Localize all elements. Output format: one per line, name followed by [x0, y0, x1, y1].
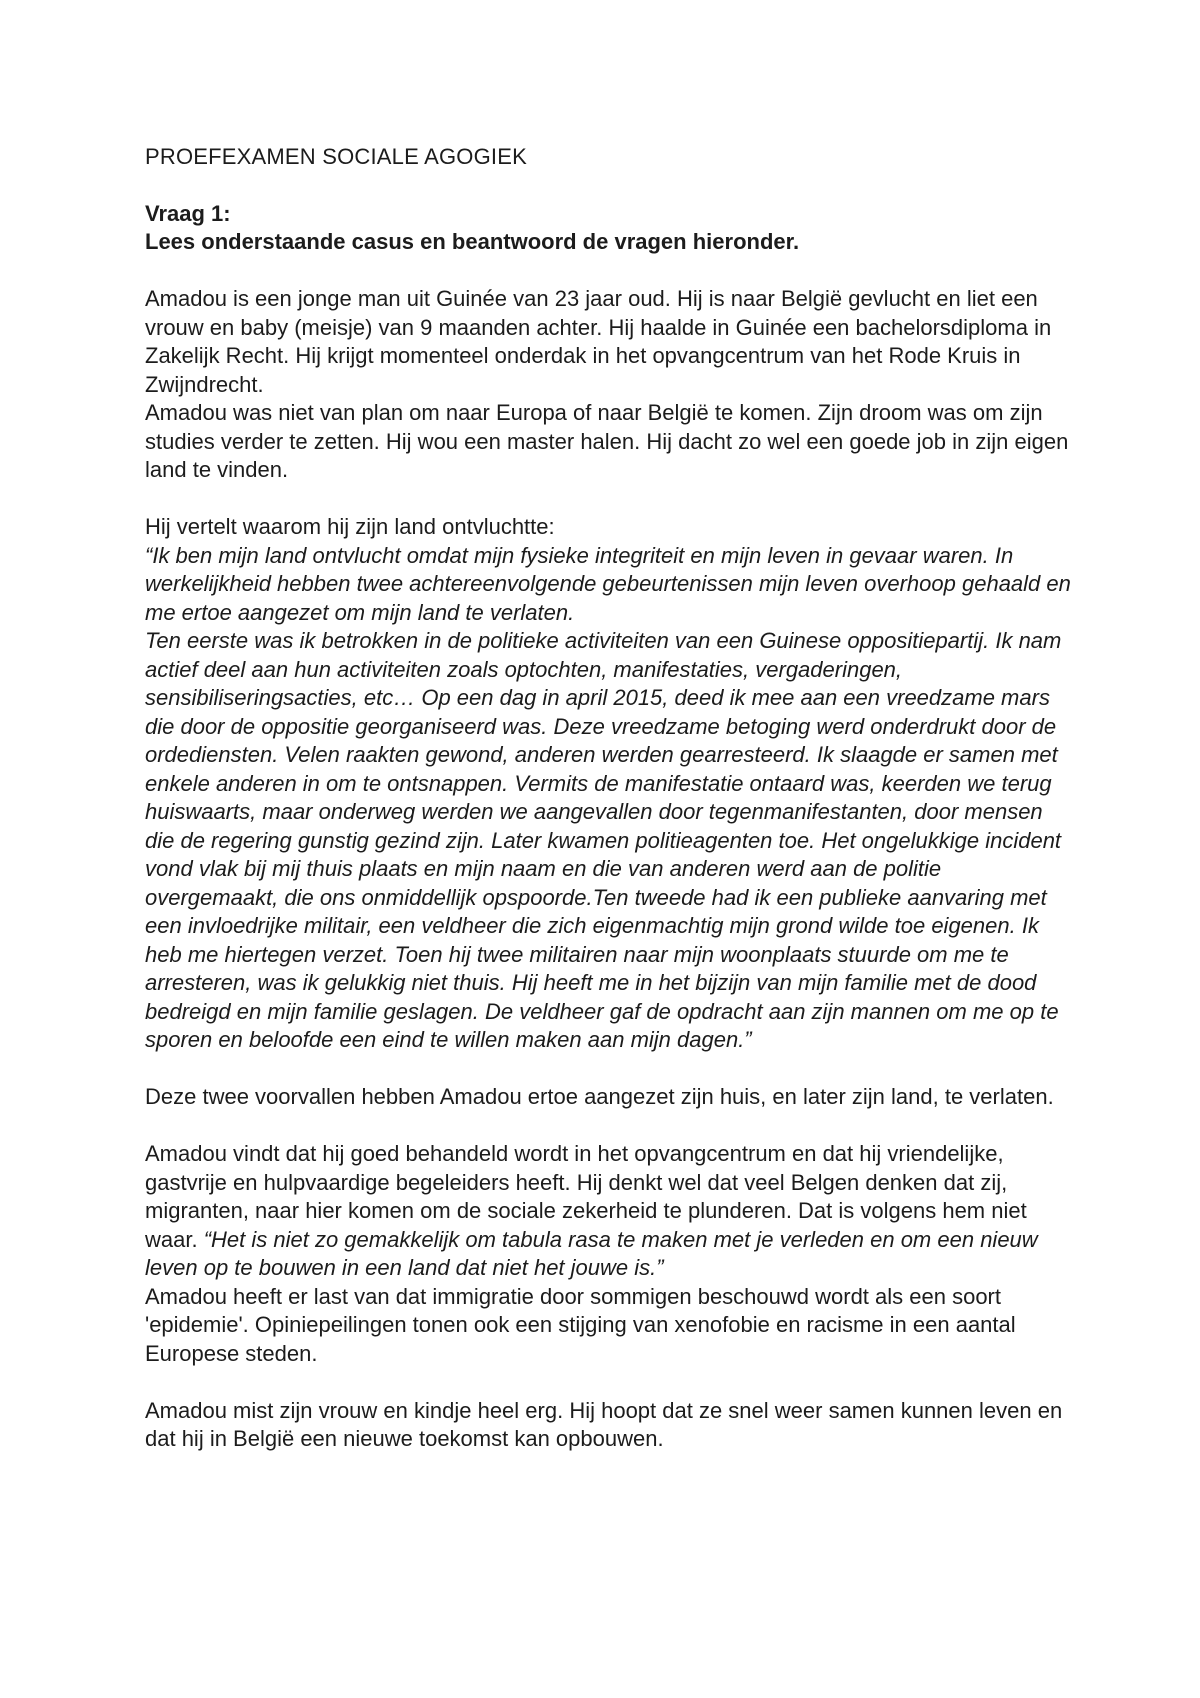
question-instruction: Lees onderstaande casus en beantwoord de vragen hieronder.	[145, 229, 800, 254]
question-header	[145, 200, 1075, 257]
case-paragraph-incidents: Deze twee voorvallen hebben Amadou ertoe aangezet zijn huis, en later zijn land, te verlaten.	[145, 1084, 1054, 1109]
case-paragraph-quote-intro: Hij vertelt waarom hij zijn land ontvluchtte:	[145, 514, 555, 539]
spacer	[145, 485, 1075, 514]
document-body	[145, 143, 1075, 1454]
case-paragraph-family: Amadou mist zijn vrouw en kindje heel erg. Hij hoopt dat ze snel weer samen kunnen leven en dat hij in België een nieuwe toekomst kan opbouwen.	[145, 1397, 1063, 1451]
case-paragraph-intro: Amadou is een jonge man uit Guinée van 23 jaar oud. Hij is naar België gevlucht en liet een vrouw en baby (meisje) van 9 maanden achter. Hij haalde in Guinée een bachelorsdiploma in Zakelijk Recht. Hij krijgt momenteel onderdak in het opvangcentrum van het Rode Kruis in Zwijndrecht.	[145, 286, 1052, 397]
testimony-quote-part2: Ten eerste was ik betrokken in de politieke activiteiten van een Guinese oppositiepartij. Ik nam actief deel aan hun activiteiten zoals optochten, manifestaties, vergaderingen, sensibiliseringsacties, etc… Op een dag in april 2015, deed ik mee aan een vreedzame mars die door de oppositie georganiseerd was. Deze vreedzame betoging werd onderdrukt door de ordediensten. Velen raakten gewond, anderen werden gearresteerd. Ik slaagde er samen met enkele anderen in om te ontsnappen. Vermits de manifestatie ontaard was, keerden we terug huiswaarts, maar onderweg werden we aangevallen door tegenmanifestanten, door mensen die de regering gunstig gezind zijn. Later kwamen politieagenten toe. Het ongelukkige incident vond vlak bij mij thuis plaats en mijn naam en die van anderen werd aan de politie overgemaakt, die ons onmiddellijk opspoorde.Ten tweede had ik een publieke aanvaring met een invloedrijke militair, een veldheer die zich eigenmachtig mijn grond wilde toe eigenen. Ik heb me hiertegen verzet. Toen hij twee militairen naar mijn woonplaats stuurde om me te arresteren, was ik gelukkig niet thuis. Hij heeft me in het bijzijn van mijn familie met de dood bedreigd en mijn familie geslagen. De veldheer gaf de opdracht aan zijn mannen om me op te sporen en beloofde een eind te willen maken aan mijn dagen.”	[145, 628, 1062, 1052]
question-label: Vraag 1:	[145, 200, 231, 226]
spacer	[145, 1055, 1075, 1084]
reception-text: Amadou vindt dat hij goed behandeld wordt in het opvangcentrum en dat hij vriendelijke, gastvrije en hulpvaardige begeleiders heeft. Hij denkt wel dat veel Belgen denken dat zij, migranten, naar hier komen om de sociale zekerheid te plunderen. Dat is volgens hem niet waar.	[145, 1141, 1027, 1252]
case-paragraph-plans: Amadou was niet van plan om naar Europa of naar België te komen. Zijn droom was om zijn studies verder te zetten. Hij wou een master halen. Hij dacht zo wel een goede job in zijn eigen land te vinden.	[145, 400, 1069, 482]
case-paragraph-reception	[145, 1140, 1075, 1283]
spacer	[145, 1112, 1075, 1141]
case-paragraph-immigration: Amadou heeft er last van dat immigratie door sommigen beschouwd wordt als een soort 'epidemie'. Opiniepeilingen tonen ook een stijging van xenofobie en racisme in een aantal Europese steden.	[145, 1283, 1016, 1366]
spacer	[145, 257, 1075, 286]
testimony-quote-part1: “Ik ben mijn land ontvlucht omdat mijn fysieke integriteit en mijn leven in gevaar waren. In werkelijkheid hebben twee achtereenvolgende gebeurtenissen mijn leven overhoop gehaald en me ertoe aangezet om mijn land te verlaten.	[145, 542, 1071, 625]
document-title: PROEFEXAMEN SOCIALE AGOGIEK	[145, 144, 527, 169]
reception-quote: “Het is niet zo gemakkelijk om tabula rasa te maken met je verleden en om een nieuw leven op te bouwen in een land dat niet het jouwe is.”	[145, 1226, 1038, 1280]
spacer	[145, 1368, 1075, 1397]
